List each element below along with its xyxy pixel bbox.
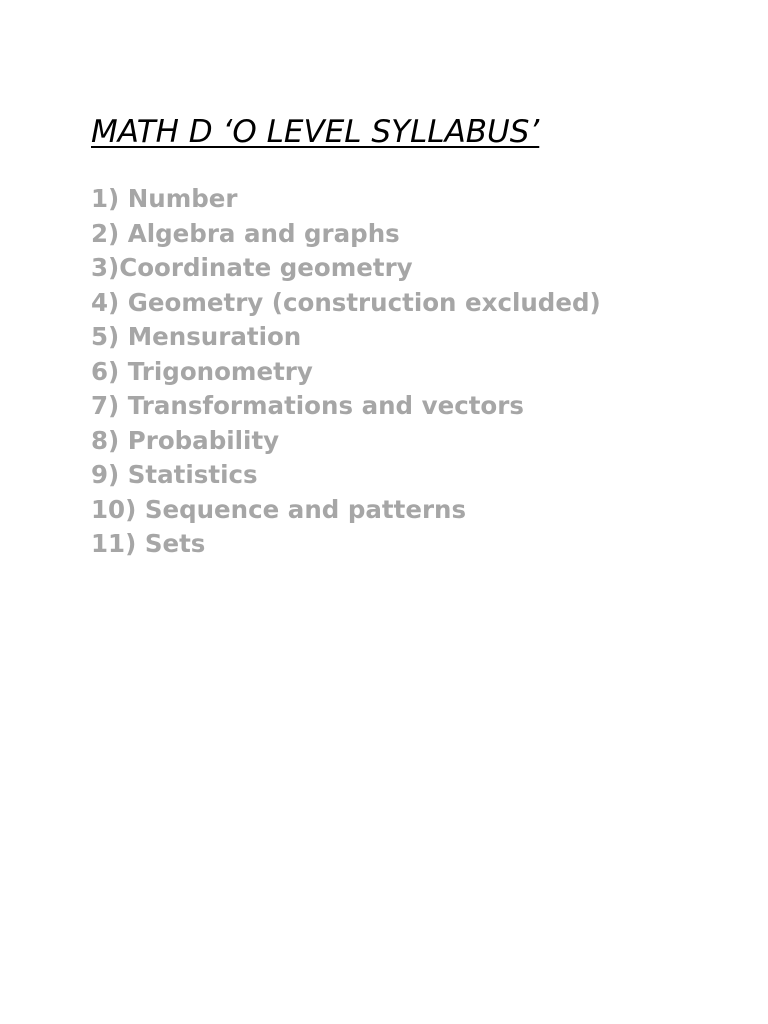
list-item: 5) Mensuration — [91, 322, 302, 351]
list-item: 7) Transformations and vectors — [91, 391, 524, 420]
list-item: 10) Sequence and patterns — [91, 494, 467, 524]
list-item: 1) Number — [91, 184, 238, 213]
list-item: 8) Probability — [91, 425, 280, 455]
syllabus-topic-list — [91, 182, 601, 562]
list-item: 4) Geometry (construction excluded) — [91, 287, 601, 317]
page-title: MATH D ‘O LEVEL SYLLABUS’ — [91, 114, 540, 150]
list-item: 3)Coordinate geometry — [91, 253, 413, 282]
list-item: 11) Sets — [91, 529, 206, 558]
list-item: 6) Trigonometry — [91, 356, 313, 386]
list-item: 9) Statistics — [91, 460, 258, 489]
list-item: 2) Algebra and graphs — [91, 218, 400, 248]
